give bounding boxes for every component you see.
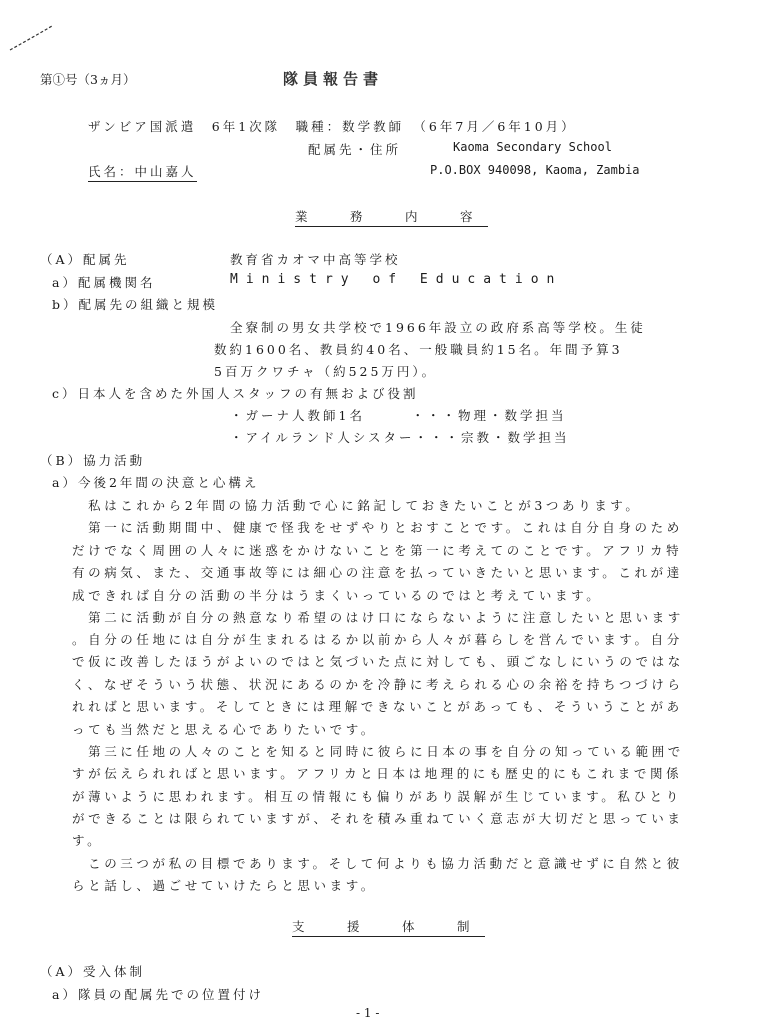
body-line: 成できれば自分の活動の半分はうまくいっているのではと考えています。 bbox=[72, 588, 603, 603]
org-name: Ministry of Education bbox=[230, 272, 563, 287]
page-number: - 1 - bbox=[356, 1006, 380, 1020]
body-line: ができることは限られていますが、それを積み重ねていく意志が大切だと思っていま bbox=[72, 811, 684, 826]
issue-number: 第①号（3ヵ月） bbox=[40, 72, 136, 87]
body-line: らと話し、過ごせていけたらと思います。 bbox=[72, 878, 377, 893]
section-heading-support: 支 援 体 制 bbox=[292, 917, 485, 937]
heading-position: a）隊員の配属先での位置付け bbox=[52, 987, 264, 1002]
org-line: 数約1600名、教員約40名、一般職員約15名。年間予算3 bbox=[214, 342, 623, 357]
heading-resolution: a）今後2年間の決意と心構え bbox=[52, 475, 260, 490]
staff-line: ・ガーナ人教師1名 ・・・物理・数学担当 bbox=[230, 408, 567, 423]
body-line: 第一に活動期間中、健康で怪我をせずやりとおすことです。これは自分自身のため bbox=[72, 520, 683, 535]
heading-a1-org: a）配属機関名 bbox=[52, 275, 156, 290]
body-line: く、なぜそういう状態、状況にあるのかを冷静に考えられる心の余裕を持ちつづけら bbox=[72, 677, 684, 692]
assignment-value: 教育省カオマ中高等学校 bbox=[230, 252, 401, 267]
body-line: だけでなく周囲の人々に迷惑をかけないことを第一に考えてのことです。アフリカ特 bbox=[72, 543, 683, 558]
body-line: 第二に活動が自分の熱意なり希望のはけ口にならないように注意したいと思います bbox=[72, 610, 684, 625]
body-line: す。 bbox=[72, 833, 104, 848]
body-line: すが伝えられればと思います。アフリカと日本は地理的にも歴史的にもこれまで関係 bbox=[72, 766, 683, 781]
heading-a-acceptance: （A）受入体制 bbox=[40, 964, 146, 979]
assignment-label: 配属先・住所 bbox=[308, 142, 402, 157]
heading-b-cooperation: （B）協力活動 bbox=[40, 453, 146, 468]
body-line: 私はこれから2年間の協力活動で心に銘記しておきたいことが3つあります。 bbox=[72, 498, 642, 513]
body-line: 有の病気、また、交通事故等には細心の注意を払っていきたいと思います。これが達 bbox=[72, 565, 683, 580]
heading-c-staff: c）日本人を含めた外国人スタッフの有無および役割 bbox=[52, 386, 419, 401]
org-line: 5百万クワチャ（約525万円）。 bbox=[214, 364, 438, 379]
org-line: 全寮制の男女共学校で1966年設立の政府系高等学校。生徒 bbox=[230, 320, 646, 335]
address: P.O.BOX 940098, Kaoma, Zambia bbox=[430, 163, 640, 177]
body-line: が薄いように思われます。相互の情報にも偏りがあり誤解が生じています。私ひとり bbox=[72, 789, 682, 804]
dispatch-info: ザンビア国派遣 6年1次隊 職種：数学教師 （6年7月／6年10月） bbox=[88, 119, 577, 134]
body-line: 。自分の任地には自分が生まれるはるか以前から人々が暮らしを営んでいます。自分 bbox=[72, 632, 683, 647]
body-line: っても当然だと思える心でありたいです。 bbox=[72, 722, 377, 737]
staff-line: ・アイルランド人シスター・・・宗教・数学担当 bbox=[230, 430, 570, 445]
body-line: 第三に任地の人々のことを知ると同時に彼らに日本の事を自分の知っている範囲で bbox=[72, 744, 684, 759]
pen-mark bbox=[8, 22, 58, 52]
author-name: 氏名：中山嘉人 bbox=[88, 162, 197, 182]
report-title: 隊員報告書 bbox=[283, 70, 384, 88]
school-name: Kaoma Secondary School bbox=[453, 140, 612, 154]
body-line: れればと思います。そしてときには理解できないことがあっても、そういうことがあ bbox=[72, 699, 683, 714]
heading-b-organization: b）配属先の組織と規模 bbox=[52, 297, 219, 312]
body-line: で仮に改善したほうがよいのではと気づいた点に対しても、頭ごなしにいうのではな bbox=[72, 654, 684, 669]
heading-a-assignment: （A）配属先 bbox=[40, 252, 130, 267]
body-line: この三つが私の目標であります。そして何よりも協力活動だと意識せずに自然と彼 bbox=[72, 856, 683, 871]
section-heading-work: 業 務 内 容 bbox=[295, 207, 488, 227]
